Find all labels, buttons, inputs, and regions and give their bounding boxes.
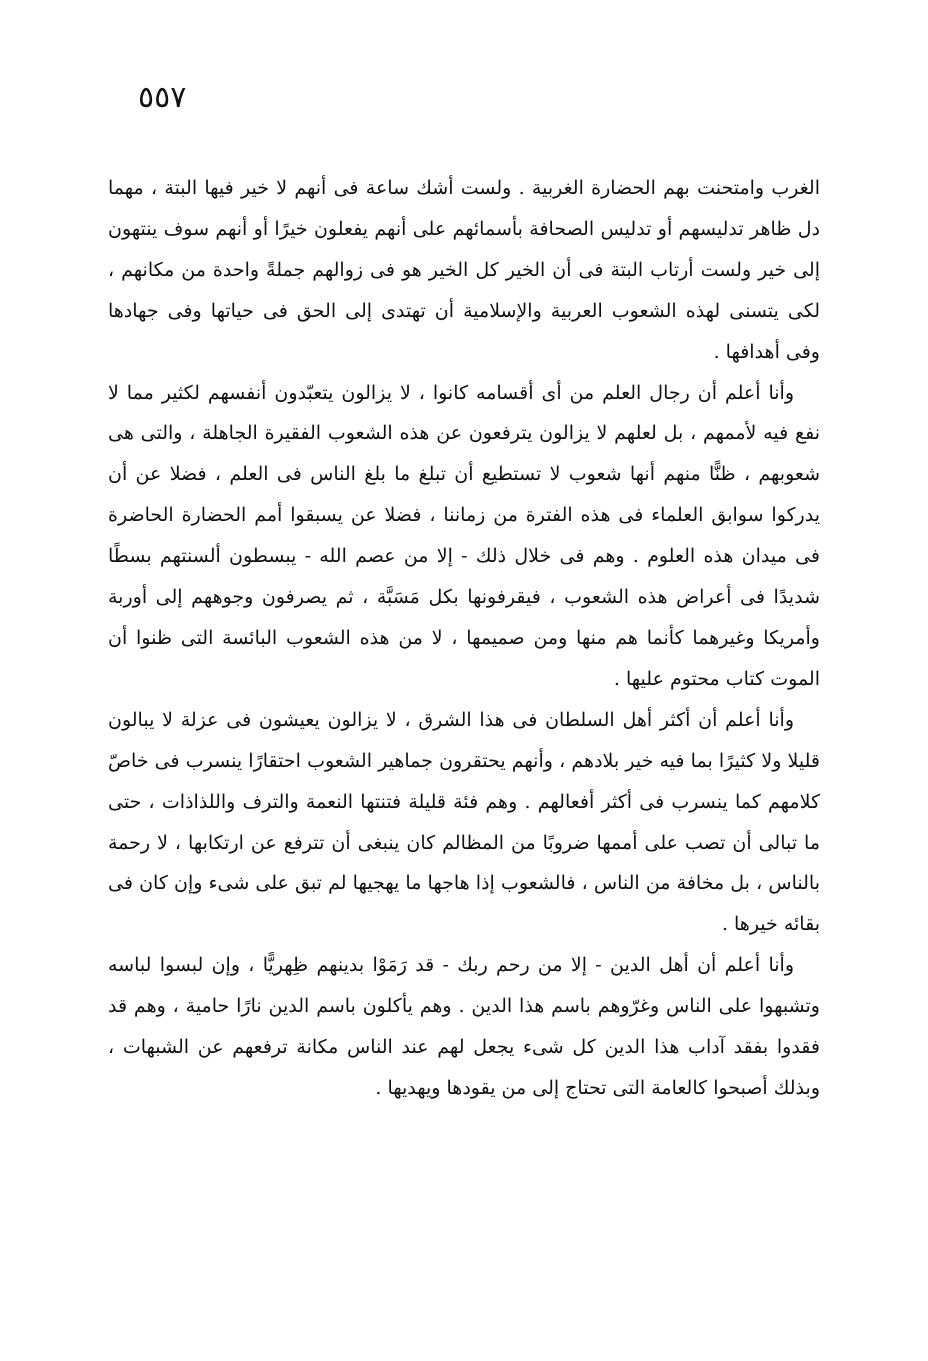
paragraph-2: وأنا أعلم أن رجال العلم من أى أقسامه كانوا ، لا يزالون يتعبّدون أنفسهم لكثير مما لا نفع فيه لأممهم ، بل لعلهم لا يزالون يترفعون عن هذه الشعوب الفقيرة الجاهلة ، والتى هى شعوبهم ، ظنًّا منهم أنها شعوب لا تستطيع أن تبلغ ما بلغ الناس فى العلم ، فضلا عن أن يدركوا سوابق العلماء فى هذه الفترة من زماننا ، فضلا عن يسبقوا أمم الحضارة الحاضرة فى ميدان هذه العلوم . وهم فى خلال ذلك - إلا من عصم الله - يبسطون ألسنتهم بسطًا شديدًا فى أعراض هذه الشعوب ، فيقرفونها بكل مَسَبَّة ، ثم يصرفون وجوههم إلى أوربة وأمريكا وغيرهما كأنما هم منها ومن صميمها ، لا من هذه الشعوب البائسة التى ظنوا أن الموت كتاب محتوم عليها .	[108, 381, 820, 690]
paragraph-3: وأنا أعلم أن أكثر أهل السلطان فى هذا الشرق ، لا يزالون يعيشون فى عزلة لا يبالون قليلا ولا كثيرًا بما فيه خير بلادهم ، وأنهم يحتقرون جماهير الشعوب احتقارًا ينسرب فى خاصّ كلامهم كما ينسرب فى أكثر أفعالهم . وهم فئة قليلة فتنتها النعمة والترف واللذاذات ، حتى ما تبالى أن تصب على أممها ضروبًا من المظالم كان ينبغى أن تترفع عن ارتكابها ، لا رحمة بالناس ، بل مخافة من الناس ، فالشعوب إذا هاجها ما يهجيها لم تبق على شىء وإن كان فى بقائه خيرها .	[108, 708, 820, 936]
paragraph-1: الغرب وامتحنت بهم الحضارة الغربية . ولست أشك ساعة فى أنهم لا خير فيها البتة ، مهما دل ظاهر تدليسهم أو تدليس الصحافة بأسمائهم على أنهم يفعلون خيرًا أو أنهم سوف ينتهون إلى خير ولست أرتاب البتة فى أن الخير كل الخير هو فى زوالهم جملةً واحدة من مكانهم ، لكى يتسنى لهذه الشعوب العربية والإسلامية أن تهتدى إلى الحق فى حياتها وفى جهادها وفى أهدافها .	[108, 177, 820, 363]
page-number: ٥٥٧	[138, 80, 187, 115]
paragraph-4: وأنا أعلم أن أهل الدين - إلا من رحم ربك - قد رَمَوْا بدينهم ظِهريًّا ، وإن لبسوا لباسه وتشبهوا على الناس وغرّوهم باسم هذا الدين . وهم يأكلون باسم الدين نارًا حامية ، وهم قد فقدوا بفقد آداب هذا الدين كل شىء يجعل لهم عند الناس مكانة ترفعهم عن الشبهات ، وبذلك أصبحوا كالعامة التى تحتاج إلى من يقودها ويهديها .	[108, 954, 820, 1099]
body-text	[108, 168, 820, 1109]
